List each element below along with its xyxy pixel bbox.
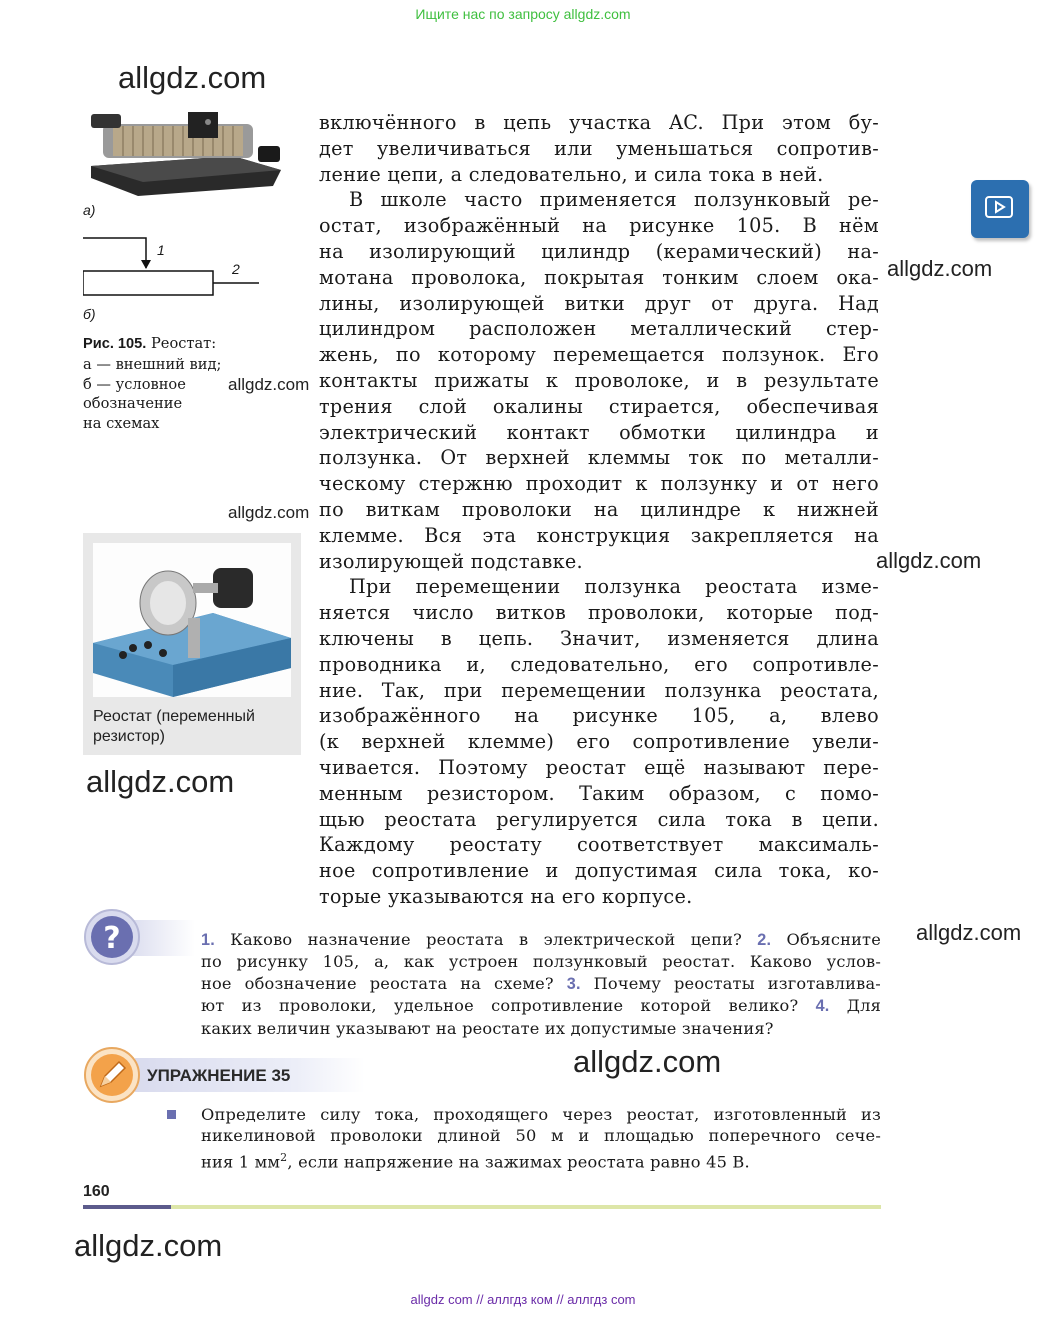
terminal-label-2: 2: [232, 261, 240, 277]
top-banner[interactable]: Ищите нас по запросу allgdz.com: [415, 6, 631, 22]
watermark: allgdz.com: [916, 920, 1022, 945]
footer-rule-accent: [83, 1205, 171, 1209]
caption-title: Рис. 105.: [83, 336, 147, 352]
pencil-icon: [83, 1046, 141, 1104]
watermark: allgdz.com: [228, 503, 310, 522]
play-icon: [971, 180, 1029, 238]
questions-block: 1. Каково назначение реостата в электрической цепи? 2. Объясните по рисунку 105, а, как устроен ползунковый реостат. Каково услов- ное обозначение реостата на схеме? 3. Почему реостаты изготавлива- ют из проволоки, удельное сопротивление которой велико? 4. Для каких величин указывают на реостате их допустимые значения?: [201, 930, 881, 1038]
main-text: включённого в цепь участка AC. При этом бу- дет увеличиваться или уменьшаться сопротив- ление цепи, а следовательно, и сила тока в ней. В школе часто применяется ползунковый ре- остат, изображённый на рисунке 105. В нём на изолирующий цилиндр (керамический) на- мотана проволока, покрытая тонким слоем ока- лины, изолирующей витки друг от друга. Над цилиндром расположен металлический стер- жень, по которому перемещается ползунок. Его контакты прижаты к проволоке, и в результате трения слой окалины стирается, обеспечивая электрический контакт обмотки цилиндра и ползунка. От верхней клеммы ток по металли- ческому стержню проходит к ползунку и от него по виткам проволоки на цилиндре к нижней клемме. Вся эта конструкция закрепляется на изолирующей подставке. При перемещении ползунка реостата изме- няется число витков проволоки, которые под- ключены в цепь. Значит, изменяется длина проводника и, следовательно, его сопротивле- ние. Так, при перемещении ползунка реостата, изображённого на рисунке 105, а, влево (к верхней клемме) его сопротивление увели- чивается. Поэтому реостат ещё называют пере- менным резистором. Таким образом, с помо- щью реостата регулируется сила тока в цепи. Каждому реостату соответствует максималь- ное сопротивление и допустимая сила тока, ко- торые указываются на его корпусе.: [319, 111, 879, 908]
watermark: allgdz.com: [573, 1044, 722, 1079]
video-button[interactable]: [971, 180, 1029, 238]
watermark: allgdz.com: [887, 256, 993, 281]
footer-rule: [171, 1205, 881, 1209]
bottom-banner[interactable]: allgdz com // аллгдз ком // аллгдз com: [410, 1292, 636, 1307]
watermark: allgdz.com: [876, 548, 982, 573]
watermark: allgdz.com: [118, 60, 267, 95]
figure-label-a: а): [83, 202, 96, 218]
rheostat-photo: [83, 108, 283, 198]
watermark: allgdz.com: [86, 764, 235, 799]
variable-resistor-photo: [93, 543, 291, 697]
svg-text:?: ?: [103, 921, 121, 956]
page-number: 160: [83, 1183, 110, 1200]
figure-label-b: б): [83, 306, 96, 322]
terminal-label-1: 1: [157, 242, 165, 258]
watermark: allgdz.com: [228, 375, 310, 394]
exercise-bullet: [167, 1110, 176, 1119]
photo-box: [83, 533, 301, 755]
question-icon: [83, 908, 141, 966]
exercise-title: УПРАЖНЕНИЕ 35: [147, 1066, 291, 1085]
photo-caption: Реостат (переменный резистор): [93, 708, 255, 745]
exercise-text: Определите силу тока, проходящего через реостат, изготовленный из никелиновой проволоки длиной 50 м и площадью поперечного сече- ния 1 $мм^2$, если напряжение на зажимах реостата равно 45 В.: [201, 1105, 881, 1172]
figure-caption: Рис. 105. Реостат: а — внешний вид; б — условное обозначение на схемах: [83, 335, 222, 433]
watermark: allgdz.com: [74, 1228, 223, 1263]
